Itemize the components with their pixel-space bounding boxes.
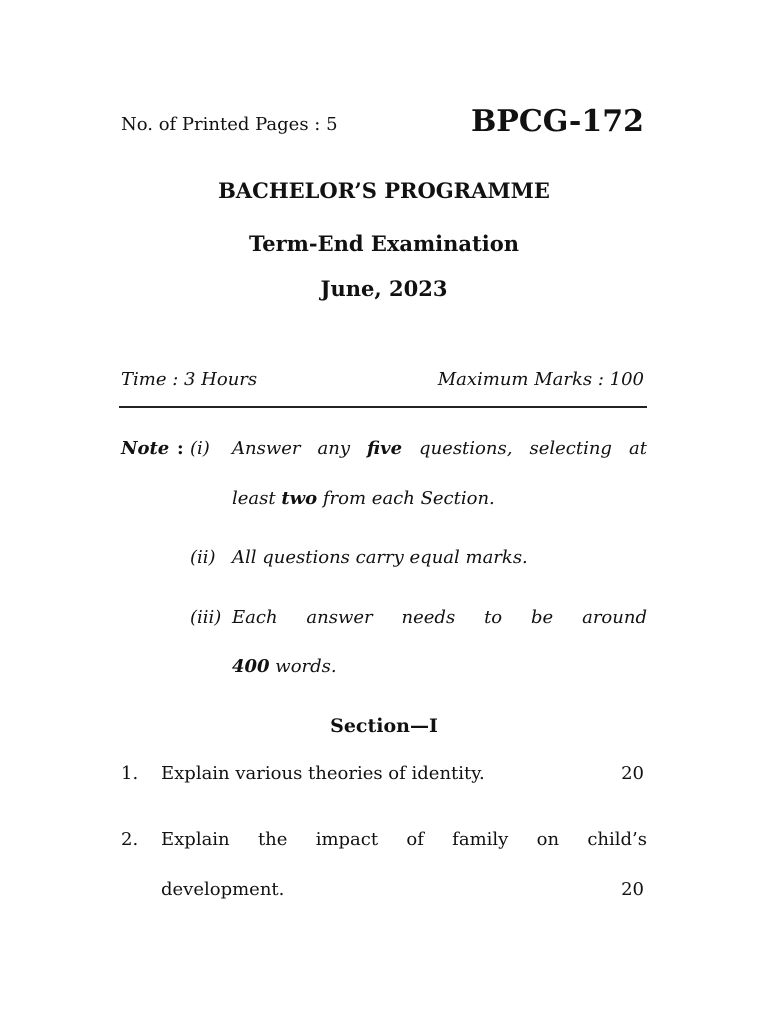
- note-word: at: [628, 438, 647, 459]
- question-word: of: [406, 829, 424, 850]
- paper-code: BPCG-172: [470, 104, 644, 139]
- question-word: child’s: [587, 829, 647, 850]
- note-colon: :: [177, 438, 184, 459]
- note-word: around: [582, 607, 647, 628]
- note-word: selecting: [529, 438, 612, 459]
- note-word: to: [484, 607, 503, 628]
- question-number: 1.: [121, 763, 139, 784]
- printed-pages-count: No. of Printed Pages : 5: [121, 114, 338, 135]
- question-marks: 20: [621, 879, 644, 900]
- question-2-line-1: [161, 829, 647, 850]
- question-text: Explain various theories of identity.: [161, 763, 485, 784]
- section-title: Section—I: [330, 715, 438, 737]
- question-word: Explain: [161, 829, 230, 850]
- note-text-part: words.: [269, 656, 337, 677]
- note-word-emphasis: five: [367, 438, 403, 459]
- horizontal-rule: [119, 406, 647, 408]
- note-item-1-line-2: [232, 488, 495, 509]
- note-item-2-text: All questions carry equal marks.: [232, 547, 528, 568]
- note-word: be: [531, 607, 554, 628]
- note-item-number: (ii): [190, 547, 216, 568]
- note-word: Answer: [232, 438, 301, 459]
- note-word-emphasis: two: [281, 488, 318, 509]
- note-word-emphasis: 400: [232, 656, 270, 677]
- note-word: Each: [232, 607, 278, 628]
- question-word: the: [257, 829, 288, 850]
- note-item-number: (i): [190, 438, 210, 459]
- note-text-part: least: [232, 488, 282, 509]
- question-2-line-2: development.: [161, 879, 285, 900]
- note-word: questions,: [419, 438, 513, 459]
- note-label: Note: [121, 438, 170, 459]
- note-word: any: [317, 438, 351, 459]
- note-item-1-line-1: [232, 438, 647, 459]
- programme-title: BACHELOR’S PROGRAMME: [218, 178, 550, 203]
- exam-title: Term-End Examination: [248, 231, 519, 256]
- question-number: 2.: [121, 829, 139, 850]
- note-word: answer: [306, 607, 373, 628]
- note-item-3-line-2: [232, 656, 337, 677]
- note-text-part: from each Section.: [317, 488, 495, 509]
- note-word: needs: [401, 607, 456, 628]
- question-word: on: [536, 829, 560, 850]
- exam-session: June, 2023: [320, 276, 448, 301]
- note-item-number: (iii): [190, 607, 222, 628]
- maximum-marks: Maximum Marks : 100: [437, 369, 644, 390]
- question-word: family: [452, 829, 509, 850]
- question-marks: 20: [621, 763, 644, 784]
- question-word: impact: [315, 829, 379, 850]
- note-item-3-line-1: [232, 607, 647, 628]
- time-allowed: Time : 3 Hours: [121, 369, 258, 390]
